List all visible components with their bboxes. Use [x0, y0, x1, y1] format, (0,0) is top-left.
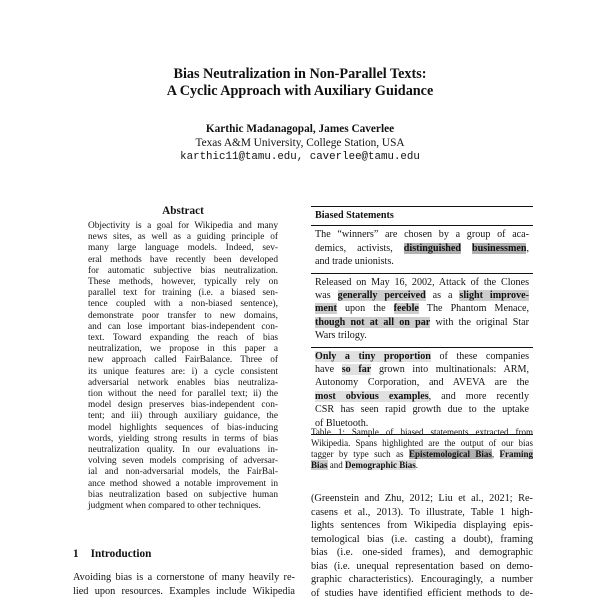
section-heading-introduction [73, 548, 151, 560]
highlight-framing: generally perceived [337, 290, 426, 302]
table-line [315, 255, 529, 268]
text-line: bias (i.e. one-sided frames), and demographic [311, 547, 533, 558]
section-number: 1 [73, 548, 79, 560]
title-line-1: Bias Neutralization in Non-Parallel Texts: [173, 66, 427, 82]
text-line: tion without the need for parallel text; ii) the [88, 389, 278, 400]
text-span [461, 243, 472, 254]
legend-framing-bias: Bias [311, 460, 328, 470]
highlight-framing: feeble [393, 303, 419, 315]
table-line [315, 289, 529, 302]
text-span: of Bluetooth. [315, 417, 369, 429]
table-biased-statements [311, 206, 533, 435]
text-span: tagger by type such as [311, 449, 409, 459]
text-line: for automatic subjective bias neutralization. [88, 265, 278, 276]
section-title: Introduction [90, 548, 152, 560]
text-span: , [526, 242, 529, 254]
table-line [315, 329, 529, 342]
table-line [315, 276, 529, 289]
abstract-heading: Abstract [162, 205, 204, 217]
text-line: and can lose important bias-independent con- [88, 321, 278, 332]
text-span: CSR has seen rapid growth due to the uptake [315, 404, 529, 416]
text-line: tent; and iii) through auxiliary guidance, the [88, 411, 278, 422]
text-span: Released on May 16, 2002, Attack of the Clones [315, 276, 529, 288]
abstract-text [88, 221, 278, 512]
right-column-text [311, 492, 533, 600]
text-line: bias neutralization based on subjective human [88, 489, 278, 500]
text-line: These methods, however, typically rely on [88, 277, 278, 288]
author-emails: karthic11@tamu.edu, caverlee@tamu.edu [180, 151, 420, 163]
authors: Karthic Madanagopal, James Caverlee [205, 123, 395, 135]
text-line: neutralization, we propose in this paper a [88, 344, 278, 355]
table-row [311, 273, 533, 347]
text-line: (Greenstein and Zhu, 2012; Liu et al., 2021; Re- [311, 493, 533, 504]
text-span: of these companies [430, 350, 529, 362]
text-line: neutralization quality. In our evaluations in- [88, 445, 278, 456]
text-line: volving seven models comprising of adversar- [88, 456, 278, 467]
text-line: casens et al., 2013). To illustrate, Table 1 high- [311, 506, 533, 518]
text-span: The Phantom Menace, [418, 303, 530, 315]
table-line [315, 242, 529, 255]
text-line: text. Toward expanding the reach of bias [88, 333, 278, 344]
text-line: many large language models. Indeed, sev- [88, 243, 278, 254]
table-line [315, 302, 529, 315]
text-span: demics, activists, [315, 242, 404, 254]
text-span: with the original Star [430, 316, 529, 328]
highlight-framing: slight improve- [459, 290, 529, 302]
table-caption [311, 427, 533, 471]
title-line-2: A Cyclic Approach with Auxiliary Guidance [166, 83, 434, 99]
table-line [315, 316, 529, 329]
table-header: Biased Statements [311, 207, 533, 226]
text-line: judgment when compared to other techniques. [88, 501, 261, 512]
text-span: Wars trilogy. [315, 330, 367, 342]
text-line: lied upon resources. Examples include Wikipedia [73, 585, 295, 597]
text-line: new approach called FairBalance. Three of [88, 355, 278, 366]
text-line: temological bias (i.e. casting a doubt), framing [311, 533, 533, 545]
text-line: eral methods have recently been developed [88, 254, 278, 265]
table-row [311, 226, 533, 272]
text-span: as a [425, 290, 460, 302]
table-line [315, 363, 529, 376]
text-line: words, yielding strong results in terms of bias [88, 433, 278, 444]
table-line [315, 390, 529, 403]
caption-line [311, 449, 533, 460]
text-span: have [315, 364, 342, 376]
text-span: , [491, 449, 500, 459]
legend-framing-bias: Framing [499, 449, 534, 459]
text-line: adversarial network enables bias neutraliza- [88, 377, 278, 388]
table-row [311, 347, 533, 434]
text-line: Avoiding bias is a cornerstone of many heavily re- [73, 572, 295, 583]
highlight-framing: though not at all on par [315, 316, 431, 328]
highlight-epistemological: businessmen [472, 242, 527, 254]
text-span: Autonomy Corporation, and AVEVA are the [315, 377, 529, 389]
text-span: grown into multinationals: ARM, [371, 364, 530, 376]
text-line: bias (i.e. unequal representation based on demo- [311, 560, 533, 572]
text-span: . [415, 460, 419, 470]
table-line [315, 376, 529, 389]
highlight-demographic: most obvious examples [315, 390, 429, 402]
table-line [315, 403, 529, 416]
caption-line [311, 460, 533, 471]
legend-demographic-bias: Demographic Bias [345, 460, 416, 470]
legend-epistemological-bias: Epistemological Bias [408, 449, 492, 459]
text-line: model highlights sequences of bias-inducing [88, 422, 278, 433]
text-line: model design preserves bias-independent con- [88, 400, 278, 411]
affiliation: Texas A&M University, College Station, USA [195, 137, 405, 149]
text-span: and trade unionists. [315, 256, 394, 268]
text-line: Objectivity is a goal for Wikipedia and many [88, 221, 278, 231]
text-span: The “winners” are chosen by a group of aca- [315, 229, 529, 241]
text-line: news sites, as well as a guiding principle of [88, 232, 278, 243]
highlight-epistemological: distinguished [403, 242, 462, 254]
text-span: , and more recently [428, 390, 529, 402]
text-line: graphic characteristics). Encouragingly, a number [311, 574, 533, 585]
text-line: demonstrate poor transfer to new domains, [88, 310, 278, 321]
paper-title [0, 66, 600, 100]
introduction-text [73, 571, 295, 598]
text-span: upon the [336, 303, 394, 315]
text-line: lights sentences from Wikipedia displaying epis- [311, 520, 533, 531]
table-line [315, 228, 529, 241]
text-line: of studies have identified efficient methods to de- [311, 587, 533, 599]
caption-line: Wikipedia. Spans highlighted are the output of our bias [311, 438, 533, 448]
text-line: tence coupled with a non-biased sentence), [88, 299, 278, 310]
highlight-demographic: Only a tiny proportion [315, 350, 431, 362]
text-line: ance method showed a notable improvement in [88, 478, 278, 489]
text-line: its unique features are: i) a cycle consistent [88, 366, 278, 377]
text-line: parallel text for training (i.e. a biased sen- [88, 288, 278, 299]
caption-line: Table 1: Sample of biased statements extracted from [311, 427, 533, 437]
text-span: was [315, 290, 338, 302]
highlight-demographic: so far [341, 364, 372, 376]
text-span: and [327, 460, 346, 470]
text-line: ial and non-adversarial models, the FairBal- [88, 467, 278, 478]
table-line [315, 350, 529, 363]
highlight-framing: ment [315, 303, 337, 315]
